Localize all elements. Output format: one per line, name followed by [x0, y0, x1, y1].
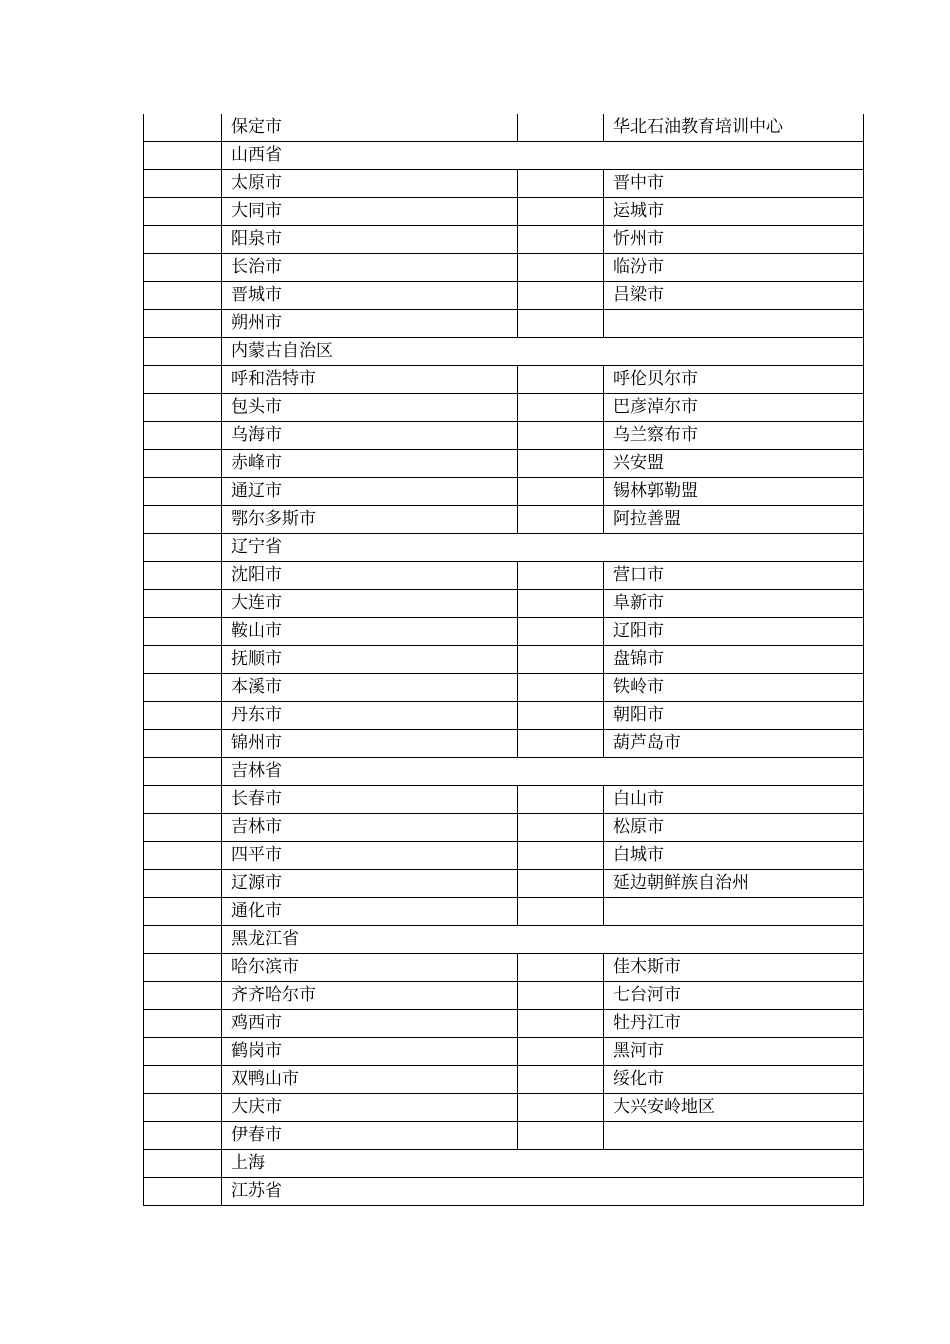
city-name-left: 乌海市 [222, 422, 518, 450]
city-name-right: 葫芦岛市 [604, 730, 864, 758]
city-name-left: 辽源市 [222, 870, 518, 898]
city-row [144, 1066, 864, 1094]
city-name-left: 哈尔滨市 [222, 954, 518, 982]
city-row [144, 450, 864, 478]
province-row [144, 758, 864, 786]
city-name-left: 赤峰市 [222, 450, 518, 478]
city-row [144, 394, 864, 422]
blank-cell [518, 814, 604, 842]
city-name-left: 鄂尔多斯市 [222, 506, 518, 534]
city-name-right: 绥化市 [604, 1066, 864, 1094]
province-row [144, 338, 864, 366]
city-name-left: 抚顺市 [222, 646, 518, 674]
city-name-left: 呼和浩特市 [222, 366, 518, 394]
blank-cell [144, 982, 222, 1010]
blank-cell [144, 170, 222, 198]
city-row [144, 114, 864, 142]
blank-cell [144, 674, 222, 702]
blank-cell [518, 982, 604, 1010]
city-name-right: 临汾市 [604, 254, 864, 282]
blank-cell [518, 170, 604, 198]
city-row [144, 842, 864, 870]
city-name-left: 锦州市 [222, 730, 518, 758]
city-name-right [604, 310, 864, 338]
city-name-right: 白城市 [604, 842, 864, 870]
blank-cell [518, 786, 604, 814]
city-name-left: 丹东市 [222, 702, 518, 730]
blank-cell [518, 226, 604, 254]
city-name-right: 忻州市 [604, 226, 864, 254]
blank-cell [144, 534, 222, 562]
blank-cell [144, 814, 222, 842]
province-row [144, 142, 864, 170]
city-name-left: 吉林市 [222, 814, 518, 842]
city-name-right: 呼伦贝尔市 [604, 366, 864, 394]
province-row [144, 926, 864, 954]
city-name-right: 运城市 [604, 198, 864, 226]
blank-cell [144, 310, 222, 338]
province-name: 上海 [222, 1150, 864, 1178]
city-row [144, 870, 864, 898]
city-name-left: 包头市 [222, 394, 518, 422]
blank-cell [144, 450, 222, 478]
city-name-left: 通辽市 [222, 478, 518, 506]
blank-cell [518, 478, 604, 506]
city-name-right: 晋中市 [604, 170, 864, 198]
city-row [144, 814, 864, 842]
blank-cell [144, 590, 222, 618]
province-name: 辽宁省 [222, 534, 864, 562]
city-name-right [604, 898, 864, 926]
blank-cell [144, 478, 222, 506]
blank-cell [144, 1178, 222, 1206]
city-name-right: 松原市 [604, 814, 864, 842]
blank-cell [144, 926, 222, 954]
blank-cell [518, 646, 604, 674]
city-name-left: 太原市 [222, 170, 518, 198]
blank-cell [144, 758, 222, 786]
city-name-right: 朝阳市 [604, 702, 864, 730]
blank-cell [144, 114, 222, 142]
blank-cell [518, 898, 604, 926]
city-name-right: 营口市 [604, 562, 864, 590]
city-name-left: 长春市 [222, 786, 518, 814]
city-name-left: 晋城市 [222, 282, 518, 310]
city-row [144, 310, 864, 338]
city-name-left: 通化市 [222, 898, 518, 926]
city-name-left: 四平市 [222, 842, 518, 870]
city-row [144, 478, 864, 506]
province-name: 山西省 [222, 142, 864, 170]
blank-cell [518, 702, 604, 730]
city-row [144, 898, 864, 926]
city-name-left: 保定市 [222, 114, 518, 142]
blank-cell [144, 394, 222, 422]
blank-cell [518, 870, 604, 898]
city-row [144, 1010, 864, 1038]
city-name-left: 朔州市 [222, 310, 518, 338]
blank-cell [144, 786, 222, 814]
blank-cell [518, 450, 604, 478]
blank-cell [144, 226, 222, 254]
blank-cell [144, 422, 222, 450]
blank-cell [144, 1038, 222, 1066]
blank-cell [144, 1066, 222, 1094]
blank-cell [518, 1094, 604, 1122]
city-name-right: 巴彦淖尔市 [604, 394, 864, 422]
city-name-left: 大庆市 [222, 1094, 518, 1122]
province-name: 内蒙古自治区 [222, 338, 864, 366]
blank-cell [144, 954, 222, 982]
blank-cell [518, 1122, 604, 1150]
blank-cell [144, 142, 222, 170]
city-name-right: 华北石油教育培训中心 [604, 114, 864, 142]
blank-cell [518, 674, 604, 702]
blank-cell [144, 282, 222, 310]
city-name-right: 黑河市 [604, 1038, 864, 1066]
city-name-left: 伊春市 [222, 1122, 518, 1150]
city-name-right: 辽阳市 [604, 618, 864, 646]
city-name-left: 鹤岗市 [222, 1038, 518, 1066]
city-name-right: 牡丹江市 [604, 1010, 864, 1038]
blank-cell [144, 254, 222, 282]
province-row [144, 1150, 864, 1178]
city-name-right: 盘锦市 [604, 646, 864, 674]
blank-cell [144, 1010, 222, 1038]
city-name-right: 阿拉善盟 [604, 506, 864, 534]
city-name-left: 鞍山市 [222, 618, 518, 646]
blank-cell [144, 702, 222, 730]
city-name-right: 阜新市 [604, 590, 864, 618]
blank-cell [144, 562, 222, 590]
blank-cell [144, 898, 222, 926]
city-row [144, 1094, 864, 1122]
city-row [144, 590, 864, 618]
blank-cell [144, 338, 222, 366]
city-name-right [604, 1122, 864, 1150]
blank-cell [518, 422, 604, 450]
city-name-left: 鸡西市 [222, 1010, 518, 1038]
city-name-right: 锡林郭勒盟 [604, 478, 864, 506]
blank-cell [144, 366, 222, 394]
city-name-left: 沈阳市 [222, 562, 518, 590]
city-row [144, 1038, 864, 1066]
blank-cell [518, 1066, 604, 1094]
blank-cell [518, 310, 604, 338]
city-row [144, 226, 864, 254]
city-name-right: 乌兰察布市 [604, 422, 864, 450]
city-row [144, 702, 864, 730]
blank-cell [518, 562, 604, 590]
city-name-right: 吕梁市 [604, 282, 864, 310]
city-name-right: 佳木斯市 [604, 954, 864, 982]
city-name-left: 阳泉市 [222, 226, 518, 254]
city-row [144, 366, 864, 394]
city-row [144, 674, 864, 702]
blank-cell [518, 1010, 604, 1038]
blank-cell [518, 590, 604, 618]
blank-cell [144, 842, 222, 870]
blank-cell [518, 1038, 604, 1066]
city-row [144, 730, 864, 758]
province-name: 江苏省 [222, 1178, 864, 1206]
province-row [144, 534, 864, 562]
city-name-right: 兴安盟 [604, 450, 864, 478]
blank-cell [518, 394, 604, 422]
blank-cell [518, 730, 604, 758]
province-name: 吉林省 [222, 758, 864, 786]
city-name-left: 长治市 [222, 254, 518, 282]
province-name: 黑龙江省 [222, 926, 864, 954]
blank-cell [518, 282, 604, 310]
city-row [144, 786, 864, 814]
city-row [144, 954, 864, 982]
city-name-left: 大同市 [222, 198, 518, 226]
blank-cell [144, 1094, 222, 1122]
blank-cell [518, 618, 604, 646]
blank-cell [144, 646, 222, 674]
city-row [144, 982, 864, 1010]
city-row [144, 170, 864, 198]
blank-cell [144, 730, 222, 758]
city-row [144, 618, 864, 646]
city-name-left: 本溪市 [222, 674, 518, 702]
blank-cell [518, 506, 604, 534]
province-row [144, 1178, 864, 1206]
city-name-left: 大连市 [222, 590, 518, 618]
blank-cell [518, 114, 604, 142]
city-name-right: 白山市 [604, 786, 864, 814]
city-row [144, 198, 864, 226]
city-row [144, 506, 864, 534]
city-name-right: 七台河市 [604, 982, 864, 1010]
city-name-right: 大兴安岭地区 [604, 1094, 864, 1122]
region-table [143, 114, 864, 1206]
city-row [144, 646, 864, 674]
city-row [144, 422, 864, 450]
blank-cell [144, 198, 222, 226]
city-row [144, 562, 864, 590]
blank-cell [518, 842, 604, 870]
city-row [144, 282, 864, 310]
blank-cell [144, 870, 222, 898]
blank-cell [144, 506, 222, 534]
blank-cell [144, 1122, 222, 1150]
blank-cell [518, 254, 604, 282]
blank-cell [518, 366, 604, 394]
city-name-left: 齐齐哈尔市 [222, 982, 518, 1010]
blank-cell [144, 1150, 222, 1178]
blank-cell [518, 198, 604, 226]
city-name-right: 铁岭市 [604, 674, 864, 702]
city-row [144, 254, 864, 282]
city-name-left: 双鸭山市 [222, 1066, 518, 1094]
city-row [144, 1122, 864, 1150]
city-name-right: 延边朝鲜族自治州 [604, 870, 864, 898]
blank-cell [144, 618, 222, 646]
blank-cell [518, 954, 604, 982]
